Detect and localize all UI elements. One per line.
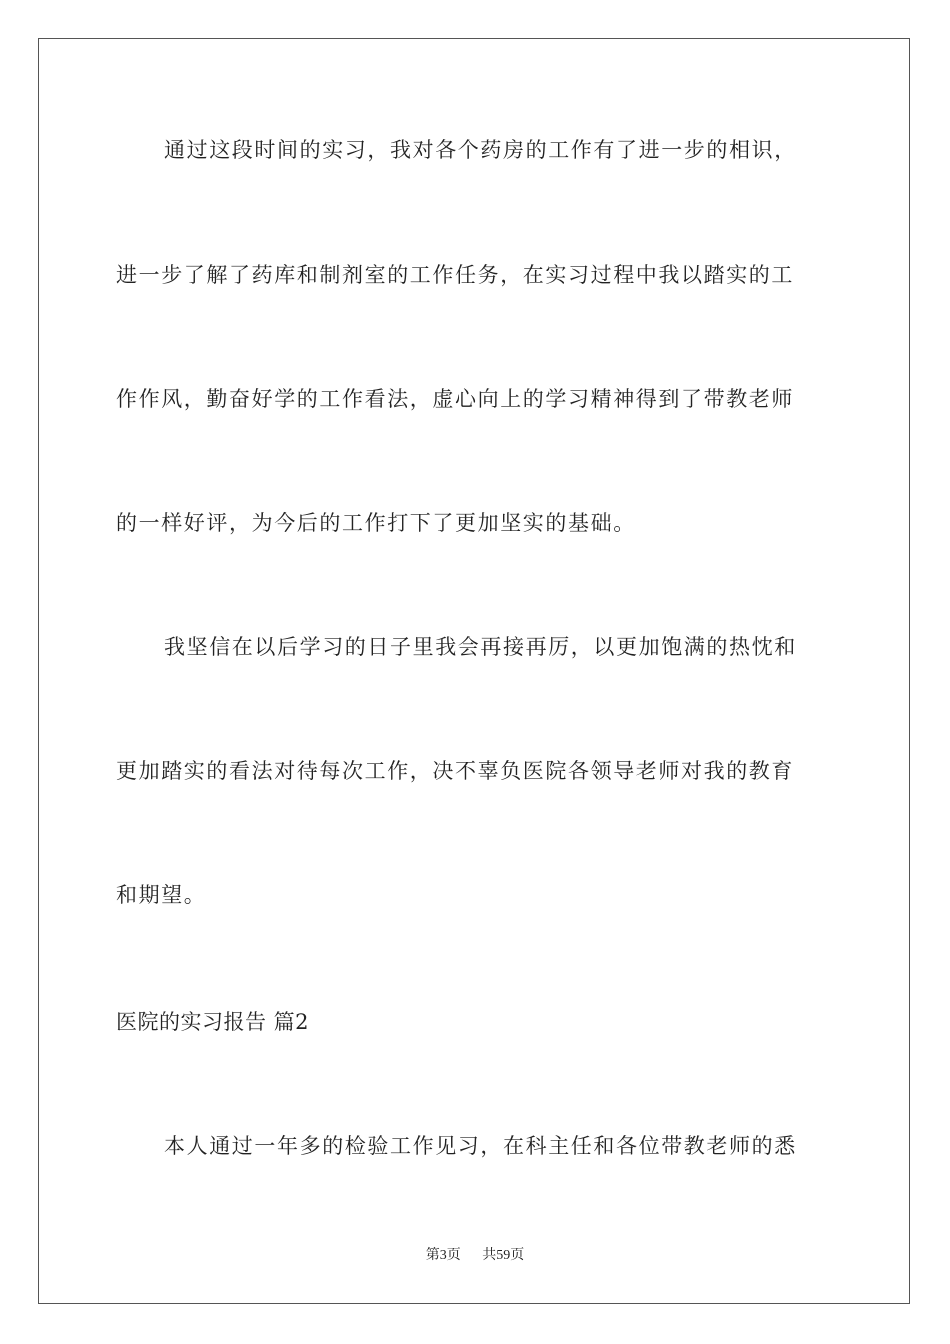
paragraph-line: 作作风，勤奋好学的工作看法，虚心向上的学习精神得到了带教老师	[116, 387, 794, 411]
section-heading: 医院的实习报告 篇2	[116, 1010, 310, 1034]
paragraph-line: 进一步了解了药库和制剂室的工作任务，在实习过程中我以踏实的工	[116, 263, 794, 287]
paragraph-line: 更加踏实的看法对待每次工作，决不辜负医院各领导老师对我的教育	[116, 759, 794, 783]
paragraph-line: 通过这段时间的实习，我对各个药房的工作有了进一步的相识，	[164, 138, 797, 162]
paragraph-line: 和期望。	[116, 883, 207, 907]
page-number: 第3页	[425, 1248, 461, 1263]
paragraph-line: 的一样好评，为今后的工作打下了更加坚实的基础。	[116, 511, 636, 535]
page-footer	[0, 1246, 950, 1266]
paragraph-line: 我坚信在以后学习的日子里我会再接再厉，以更加饱满的热忱和	[164, 635, 797, 659]
page-total: 共59页	[482, 1248, 525, 1263]
page-frame	[38, 38, 910, 1304]
paragraph-line: 本人通过一年多的检验工作见习，在科主任和各位带教老师的悉	[164, 1134, 797, 1158]
